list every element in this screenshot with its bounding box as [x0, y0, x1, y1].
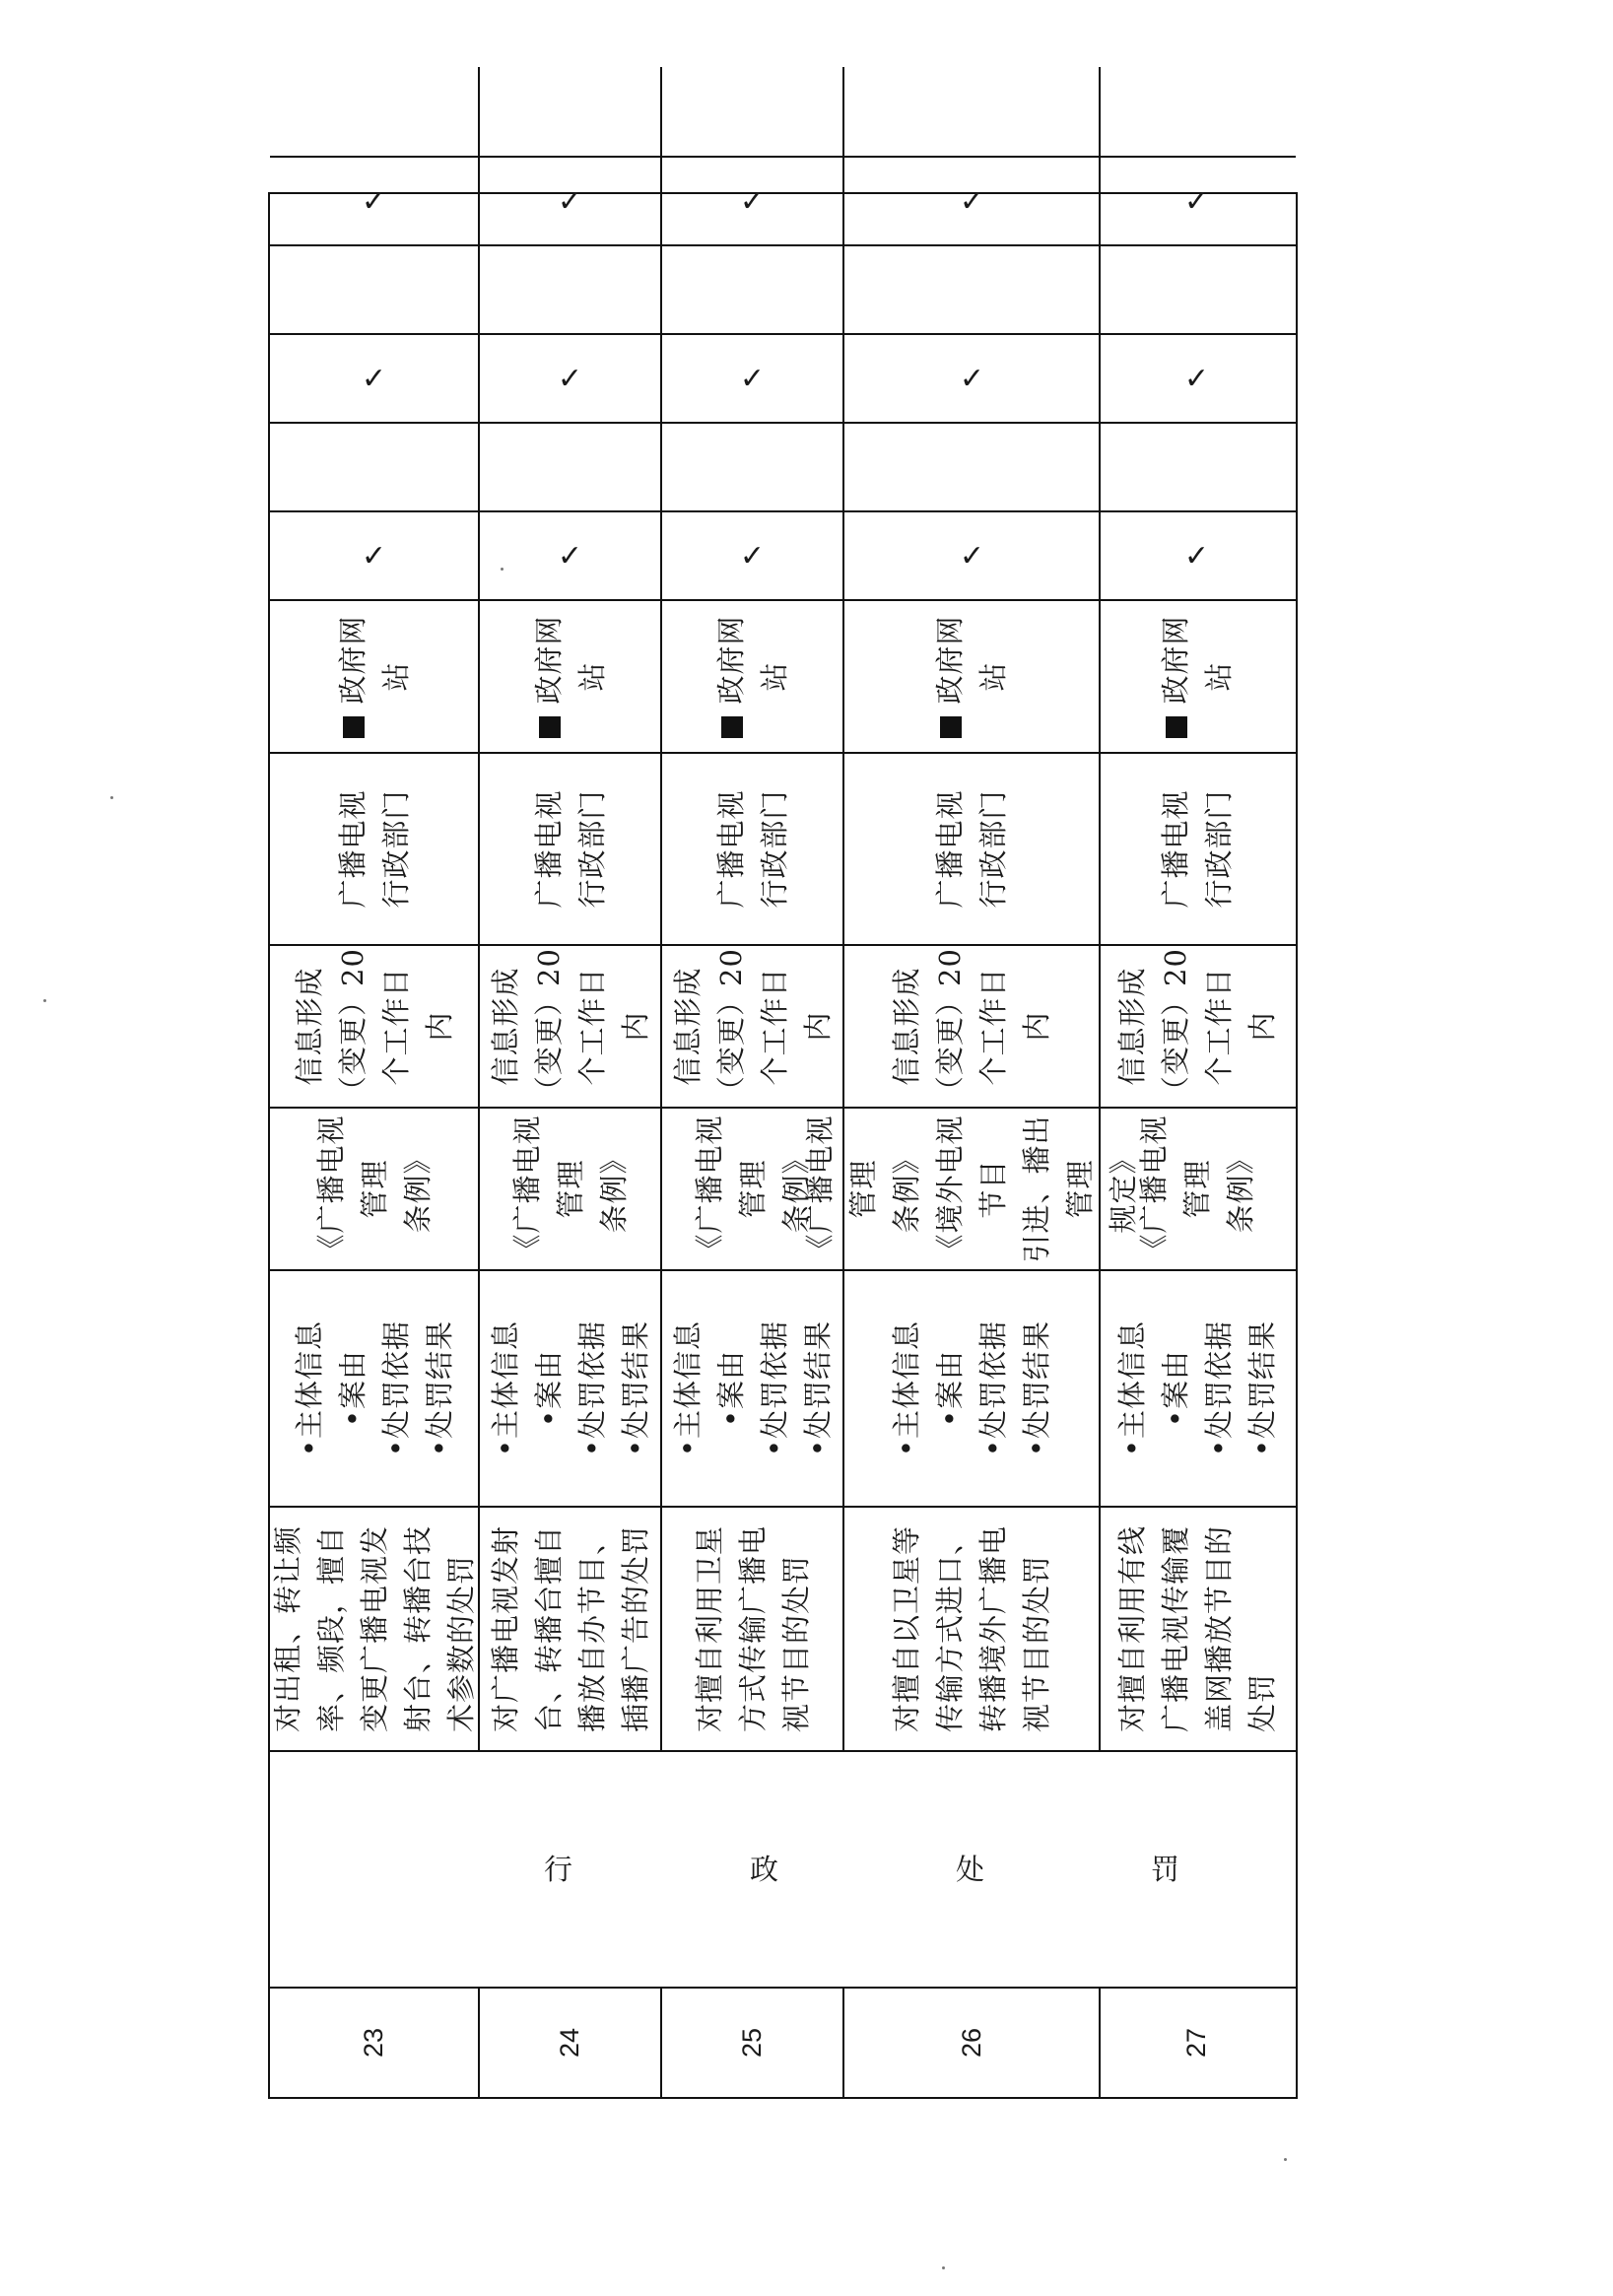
table-cell: [1101, 158, 1293, 244]
item-line: 方式传输广播电: [735, 1525, 770, 1733]
table-cell: [480, 158, 662, 244]
checkmark-icon: ✓: [557, 361, 583, 396]
content-bullet: •处罚依据: [976, 1319, 1010, 1457]
checkmark-icon: ✓: [361, 183, 387, 219]
table-cell: [270, 335, 480, 422]
table-column-6: [270, 752, 1296, 944]
item-line: 传输方式进口、: [933, 1525, 967, 1733]
table-cell: [270, 67, 480, 156]
table-cell: [662, 601, 844, 752]
checkmark-icon: ✓: [1183, 183, 1210, 219]
table-cell: [1101, 1271, 1293, 1506]
checkmark-icon: ✓: [361, 538, 387, 574]
row-number: 26: [956, 2027, 986, 2059]
table-cell: [270, 1989, 480, 2097]
item-name: [885, 1519, 1058, 1738]
scan-speck: [43, 999, 46, 1002]
subject-line: 广播电视: [933, 789, 967, 909]
checkmark-icon: ✓: [739, 183, 766, 219]
category-char: [740, 1752, 789, 1987]
time-line: 个工作日: [378, 967, 413, 1086]
table-cell: [844, 1989, 1101, 2097]
row-number: 27: [1181, 2027, 1211, 2059]
table-cell: [1101, 424, 1293, 510]
table-cell: [480, 246, 662, 333]
content-bullet: •主体信息: [488, 1319, 522, 1457]
disclosure-basis: [505, 1109, 636, 1269]
filled-square-icon: [721, 716, 743, 738]
table-cell: [1101, 1508, 1293, 1750]
table-column-2: [270, 1506, 1296, 1750]
table-cell: [662, 754, 844, 944]
checkmark-icon: ✓: [1183, 538, 1210, 574]
disclosure-time: [484, 948, 657, 1105]
content-bullet: •案由: [335, 1349, 370, 1428]
content-bullet: •处罚结果: [1020, 1319, 1053, 1457]
disclosure-contents: [666, 1320, 840, 1456]
item-line: 转播境外广播电: [976, 1525, 1010, 1733]
table-cell: [270, 1271, 480, 1506]
time-line: 内: [1244, 1011, 1279, 1042]
table-cell: [270, 754, 480, 944]
item-line: 播放自办节目、: [574, 1525, 609, 1733]
subject-line: 行政部门: [757, 789, 791, 909]
item-name: [266, 1519, 483, 1738]
table-cell: [480, 946, 662, 1107]
disclosure-subject: [527, 790, 614, 909]
scan-speck: [1284, 2158, 1287, 2161]
basis-line: 《广播电视管理: [803, 1114, 880, 1263]
table-cell: [1101, 946, 1293, 1107]
filled-square-icon: [1166, 716, 1187, 738]
table-cell: [662, 67, 844, 156]
table-cell: [1101, 754, 1293, 944]
filled-square-icon: [940, 716, 962, 738]
disclosure-basis: [309, 1109, 439, 1269]
time-line: 内: [422, 1011, 456, 1042]
table-cell: [480, 1508, 662, 1750]
table-cell: [662, 946, 844, 1107]
content-bullet: •处罚结果: [618, 1319, 652, 1457]
time-line: 信息形成: [292, 967, 326, 1086]
item-line: 对擅自利用有线: [1114, 1525, 1149, 1733]
table-column-13: [270, 67, 1296, 156]
subject-line: 行政部门: [1201, 789, 1236, 909]
disclosure-channel: [709, 601, 796, 752]
item-line: 对擅自利用卫星: [692, 1525, 726, 1733]
subject-line: 广播电视: [713, 789, 748, 909]
time-line: 信息形成: [1114, 967, 1149, 1086]
disclosure-contents: [885, 1320, 1058, 1456]
basis-line: 条例》: [778, 1144, 813, 1234]
disclosure-basis: [798, 1109, 1145, 1269]
subject-line: 广播电视: [1158, 789, 1192, 909]
table-cell: [270, 512, 480, 599]
disclosure-subject: [928, 790, 1015, 909]
category-char: [946, 1752, 995, 1987]
table-column-5: [270, 944, 1296, 1107]
table-column-12: [270, 156, 1296, 244]
table-cell: [662, 1989, 844, 2097]
time-line: 信息形成: [488, 967, 522, 1086]
row-number: 25: [737, 2027, 767, 2059]
time-line: 内: [618, 1011, 652, 1042]
channel-label: 政府网站: [713, 615, 791, 705]
item-line: 射台、转播台技: [400, 1525, 435, 1733]
category-char: [1141, 1752, 1190, 1987]
table-cell: [844, 158, 1101, 244]
table-cell: [270, 158, 480, 244]
disclosure-subject: [1154, 790, 1241, 909]
disclosure-subject: [331, 790, 418, 909]
checkmark-icon: ✓: [557, 183, 583, 219]
basis-line: 条例》: [400, 1144, 435, 1234]
table-cell: [480, 754, 662, 944]
content-bullet: •处罚结果: [422, 1319, 456, 1457]
table-cell: [270, 946, 480, 1107]
table-column-11: [270, 244, 1296, 333]
row-number: 24: [555, 2027, 584, 2059]
item-line: 盖网播放节目的: [1201, 1525, 1236, 1733]
category-char-text: 处: [955, 1853, 985, 1887]
table-cell: [480, 424, 662, 510]
basis-line: 条例》: [1223, 1144, 1257, 1234]
time-line: （变更）20: [713, 948, 748, 1105]
item-line: 视节目的处罚: [1020, 1555, 1053, 1733]
item-name: [484, 1519, 657, 1738]
time-line: 信息形成: [670, 967, 705, 1086]
table-cell: [1101, 67, 1293, 156]
category-char-text: 罚: [1151, 1853, 1181, 1887]
table-cell: [844, 246, 1101, 333]
scan-speck: [501, 568, 504, 571]
content-bullet: •主体信息: [1114, 1319, 1149, 1457]
channel-label: 政府网站: [933, 615, 1010, 705]
basis-line: 引进、播出管理: [1020, 1114, 1097, 1263]
table-cell: [844, 424, 1101, 510]
table-cell: [1101, 1989, 1293, 2097]
table-cell: [270, 601, 480, 752]
scan-speck: [110, 796, 113, 799]
disclosure-channel: [527, 601, 614, 752]
time-line: 个工作日: [1201, 967, 1236, 1086]
rotated-table-wrapper: [268, 183, 1298, 2099]
channel-label: 政府网站: [335, 615, 413, 705]
item-line: 对出租、转让频: [270, 1525, 304, 1733]
table-cell: [844, 1508, 1101, 1750]
basis-line: 条例》: [596, 1144, 631, 1234]
time-line: 个工作日: [976, 967, 1010, 1086]
item-line: 台、转播台擅自: [531, 1525, 566, 1733]
filled-square-icon: [539, 716, 561, 738]
table-column-8: [270, 510, 1296, 599]
table-cell: [844, 1271, 1101, 1506]
disclosure-time: [1110, 948, 1284, 1105]
checkmark-icon: ✓: [739, 538, 766, 574]
disclosure-basis: [1132, 1109, 1262, 1269]
content-bullet: •案由: [531, 1349, 566, 1428]
filled-square-icon: [343, 716, 365, 738]
table-cell: [844, 335, 1101, 422]
table-cell: [480, 1271, 662, 1506]
basis-line: 《广播电视管理: [509, 1114, 587, 1263]
content-bullet: •处罚依据: [757, 1319, 791, 1457]
table-cell: [270, 246, 480, 333]
item-line: 插播广告的处罚: [618, 1525, 652, 1733]
row-number: 23: [359, 2027, 388, 2059]
table-column-7: [270, 599, 1296, 752]
item-line: 率、频段，擅自: [313, 1525, 348, 1733]
basis-line: 《广播电视管理: [1136, 1114, 1214, 1263]
item-line: 对擅自以卫星等: [890, 1525, 923, 1733]
disclosure-time: [666, 948, 840, 1105]
table-cell: [480, 1989, 662, 2097]
time-line: （变更）20: [1158, 948, 1192, 1105]
table-cell: [480, 67, 662, 156]
table-cell: [1101, 512, 1293, 599]
checkmark-icon: ✓: [557, 538, 583, 574]
item-line: 术参数的处罚: [443, 1555, 478, 1733]
checkmark-icon: ✓: [739, 361, 766, 396]
table-cell: [270, 1508, 480, 1750]
checkmark-icon: ✓: [1183, 361, 1210, 396]
table-column-0: [270, 1987, 1296, 2097]
table-cell: [1101, 1109, 1293, 1269]
content-bullet: •案由: [1158, 1349, 1192, 1428]
disclosure-contents: [1110, 1320, 1284, 1456]
category-char: [534, 1752, 583, 1987]
basis-line: 规定》: [1107, 1144, 1140, 1234]
basis-line: 《广播电视管理: [313, 1114, 391, 1263]
table-cell: [803, 1109, 1140, 1269]
table-cell: [844, 601, 1101, 752]
table-cell: [662, 424, 844, 510]
basis-line: 《境外电视节目: [933, 1114, 1010, 1263]
item-line: 广播电视传输覆: [1158, 1525, 1192, 1733]
table-cell: [844, 67, 1101, 156]
time-line: 个工作日: [574, 967, 609, 1086]
table-column-4: [270, 1107, 1296, 1269]
time-line: 内: [1020, 1011, 1053, 1042]
checkmark-icon: ✓: [959, 183, 984, 219]
item-line: 视节目的处罚: [778, 1555, 813, 1733]
content-bullet: •处罚依据: [574, 1319, 609, 1457]
time-line: （变更）20: [933, 948, 967, 1105]
item-line: 变更广播电视发: [357, 1525, 391, 1733]
disclosure-time: [288, 948, 461, 1105]
table-cell: [480, 1109, 662, 1269]
subject-line: 广播电视: [335, 789, 370, 909]
table-cell: [480, 335, 662, 422]
content-bullet: •案由: [933, 1349, 967, 1428]
table-cell: [844, 512, 1101, 599]
table-cell: [480, 601, 662, 752]
basis-line: 条例》: [890, 1144, 923, 1234]
time-line: 个工作日: [757, 967, 791, 1086]
content-bullet: •处罚依据: [378, 1319, 413, 1457]
content-bullet: •处罚结果: [1244, 1319, 1279, 1457]
disclosure-channel: [1154, 601, 1241, 752]
item-line: 对广播电视发射: [488, 1525, 522, 1733]
table-cell: [844, 754, 1101, 944]
table-cell: [662, 1508, 844, 1750]
disclosure-table: [268, 183, 1298, 2099]
table-cell: [1101, 246, 1293, 333]
time-line: 信息形成: [890, 967, 923, 1086]
subject-line: 行政部门: [574, 789, 609, 909]
table-cell: [662, 335, 844, 422]
disclosure-time: [885, 948, 1058, 1105]
checkmark-icon: ✓: [959, 361, 984, 396]
table-cell: [270, 424, 480, 510]
time-line: （变更）20: [335, 948, 370, 1105]
table-cell: [662, 158, 844, 244]
subject-line: 广播电视: [531, 789, 566, 909]
time-line: （变更）20: [531, 948, 566, 1105]
content-bullet: •处罚依据: [1201, 1319, 1236, 1457]
table-cell: [662, 512, 844, 599]
time-line: 内: [800, 1011, 835, 1042]
table-cell: [270, 1109, 480, 1269]
basis-line: 《广播电视管理: [692, 1114, 770, 1263]
content-bullet: •主体信息: [890, 1319, 923, 1457]
table-cell: [1101, 335, 1293, 422]
table-column-9: [270, 422, 1296, 510]
table-column-3: [270, 1269, 1296, 1506]
table-column-1: [270, 1750, 1296, 1987]
table-cell: [662, 246, 844, 333]
category-char-text: 行: [543, 1853, 573, 1887]
scan-speck: [942, 2266, 945, 2269]
table-cell: [844, 946, 1101, 1107]
disclosure-channel: [331, 601, 418, 752]
disclosure-channel: [928, 601, 1015, 752]
content-bullet: •案由: [713, 1349, 748, 1428]
table-cell: [662, 1271, 844, 1506]
checkmark-icon: ✓: [959, 538, 984, 574]
content-bullet: •主体信息: [670, 1319, 705, 1457]
disclosure-subject: [709, 790, 796, 909]
table-cell: [480, 512, 662, 599]
table-column-10: [270, 333, 1296, 422]
channel-label: 政府网站: [1158, 615, 1236, 705]
category-char-text: 政: [749, 1853, 779, 1887]
item-name: [688, 1519, 818, 1738]
subject-line: 行政部门: [378, 789, 413, 909]
disclosure-contents: [288, 1320, 461, 1456]
disclosure-contents: [484, 1320, 657, 1456]
content-bullet: •主体信息: [292, 1319, 326, 1457]
channel-label: 政府网站: [531, 615, 609, 705]
checkmark-icon: ✓: [361, 361, 387, 396]
item-name: [1110, 1519, 1284, 1738]
content-bullet: •处罚结果: [800, 1319, 835, 1457]
item-line: 处罚: [1244, 1673, 1279, 1733]
subject-line: 行政部门: [976, 789, 1010, 909]
table-cell: [1101, 601, 1293, 752]
